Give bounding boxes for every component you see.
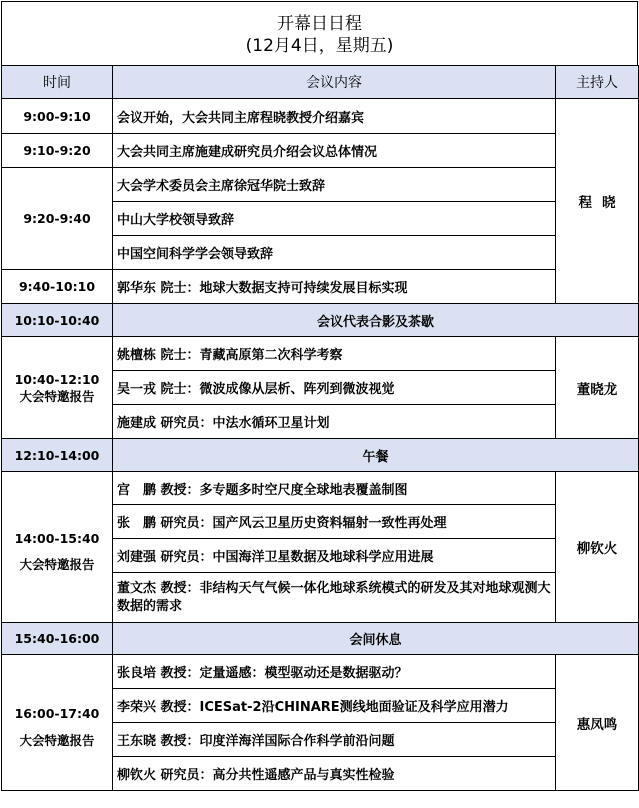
time-range: 14:00-15:40 (14, 530, 100, 546)
time-cell (2, 337, 113, 439)
break-label: 会间休息 (113, 623, 639, 655)
host-cell: 董晓龙 (556, 337, 639, 439)
content-cell: 会议开始，大会共同主席程晓教授介绍嘉宾 (113, 99, 556, 134)
content-cell: 中山大学校领导致辞 (113, 202, 556, 236)
break-row (2, 304, 639, 337)
content-cell: 张 鹏 研究员：国产风云卫星历史资料辐射一致性再处理 (113, 505, 556, 539)
content-cell: 郭华东 院士：地球大数据支持可持续发展目标实现 (113, 270, 556, 304)
table-row (2, 655, 639, 689)
header-host: 主持人 (556, 66, 639, 99)
content-cell: 董文杰 教授：非结构天气气候一体化地球系统模式的研发及其对地球观测大数据的需求 (113, 573, 556, 623)
time-cell (2, 472, 113, 623)
time-cell: 9:40-10:10 (2, 270, 113, 304)
time-cell: 15:40-16:00 (2, 623, 113, 655)
content-cell: 施建成 研究员：中法水循环卫星计划 (113, 405, 556, 439)
table-row (2, 270, 639, 304)
content-cell: 姚檀栋 院士：青藏高原第二次科学考察 (113, 337, 556, 371)
session-subtitle: 大会特邀报告 (19, 556, 95, 572)
header-content: 会议内容 (113, 66, 556, 99)
content-cell: 李荣兴 教授：ICESat-2沿CHINARE测线地面验证及科学应用潜力 (113, 689, 556, 723)
session-subtitle: 大会特邀报告 (19, 388, 95, 404)
time-range: 10:40-12:10 (14, 371, 100, 387)
content-cell: 柳钦火 研究员：高分共性遥感产品与真实性检验 (113, 757, 556, 791)
schedule-table (1, 65, 639, 791)
time-cell: 9:20-9:40 (2, 168, 113, 270)
host-cell: 程晓 (556, 99, 639, 304)
content-cell: 吴一戎 院士：微波成像从层析、阵列到微波视觉 (113, 371, 556, 405)
host-cell: 柳钦火 (556, 472, 639, 623)
page-subtitle-date: (12月4日，星期五) (245, 36, 394, 56)
content-cell: 刘建强 研究员：中国海洋卫星数据及地球科学应用进展 (113, 539, 556, 573)
header-time: 时间 (2, 66, 113, 99)
time-cell: 9:00-9:10 (2, 99, 113, 134)
content-cell: 大会共同主席施建成研究员介绍会议总体情况 (113, 134, 556, 168)
time-cell: 12:10-14:00 (2, 439, 113, 472)
content-cell: 大会学术委员会主席徐冠华院士致辞 (113, 168, 556, 202)
time-cell: 10:10-10:40 (2, 304, 113, 337)
break-row (2, 623, 639, 655)
table-row (2, 472, 639, 505)
content-cell: 中国空间科学学会领导致辞 (113, 236, 556, 270)
title-box (1, 1, 638, 66)
table-row (2, 99, 639, 134)
host-cell: 惠凤鸣 (556, 655, 639, 791)
break-label: 会议代表合影及茶歇 (113, 304, 639, 337)
page-title: 开幕日日程 (277, 14, 362, 34)
table-row (2, 168, 639, 202)
header-row (2, 66, 639, 99)
schedule-page (1, 1, 638, 807)
content-cell: 王东晓 教授：印度洋海洋国际合作科学前沿问题 (113, 723, 556, 757)
content-cell: 张良培 教授：定量遥感：模型驱动还是数据驱动？ (113, 655, 556, 689)
session-subtitle: 大会特邀报告 (19, 732, 95, 748)
time-range: 16:00-17:40 (14, 705, 100, 721)
time-cell (2, 655, 113, 791)
break-row (2, 439, 639, 472)
content-cell: 宫 鹏 教授：多专题多时空尺度全球地表覆盖制图 (113, 472, 556, 505)
table-row (2, 134, 639, 168)
time-cell: 9:10-9:20 (2, 134, 113, 168)
table-row (2, 337, 639, 371)
break-label: 午餐 (113, 439, 639, 472)
